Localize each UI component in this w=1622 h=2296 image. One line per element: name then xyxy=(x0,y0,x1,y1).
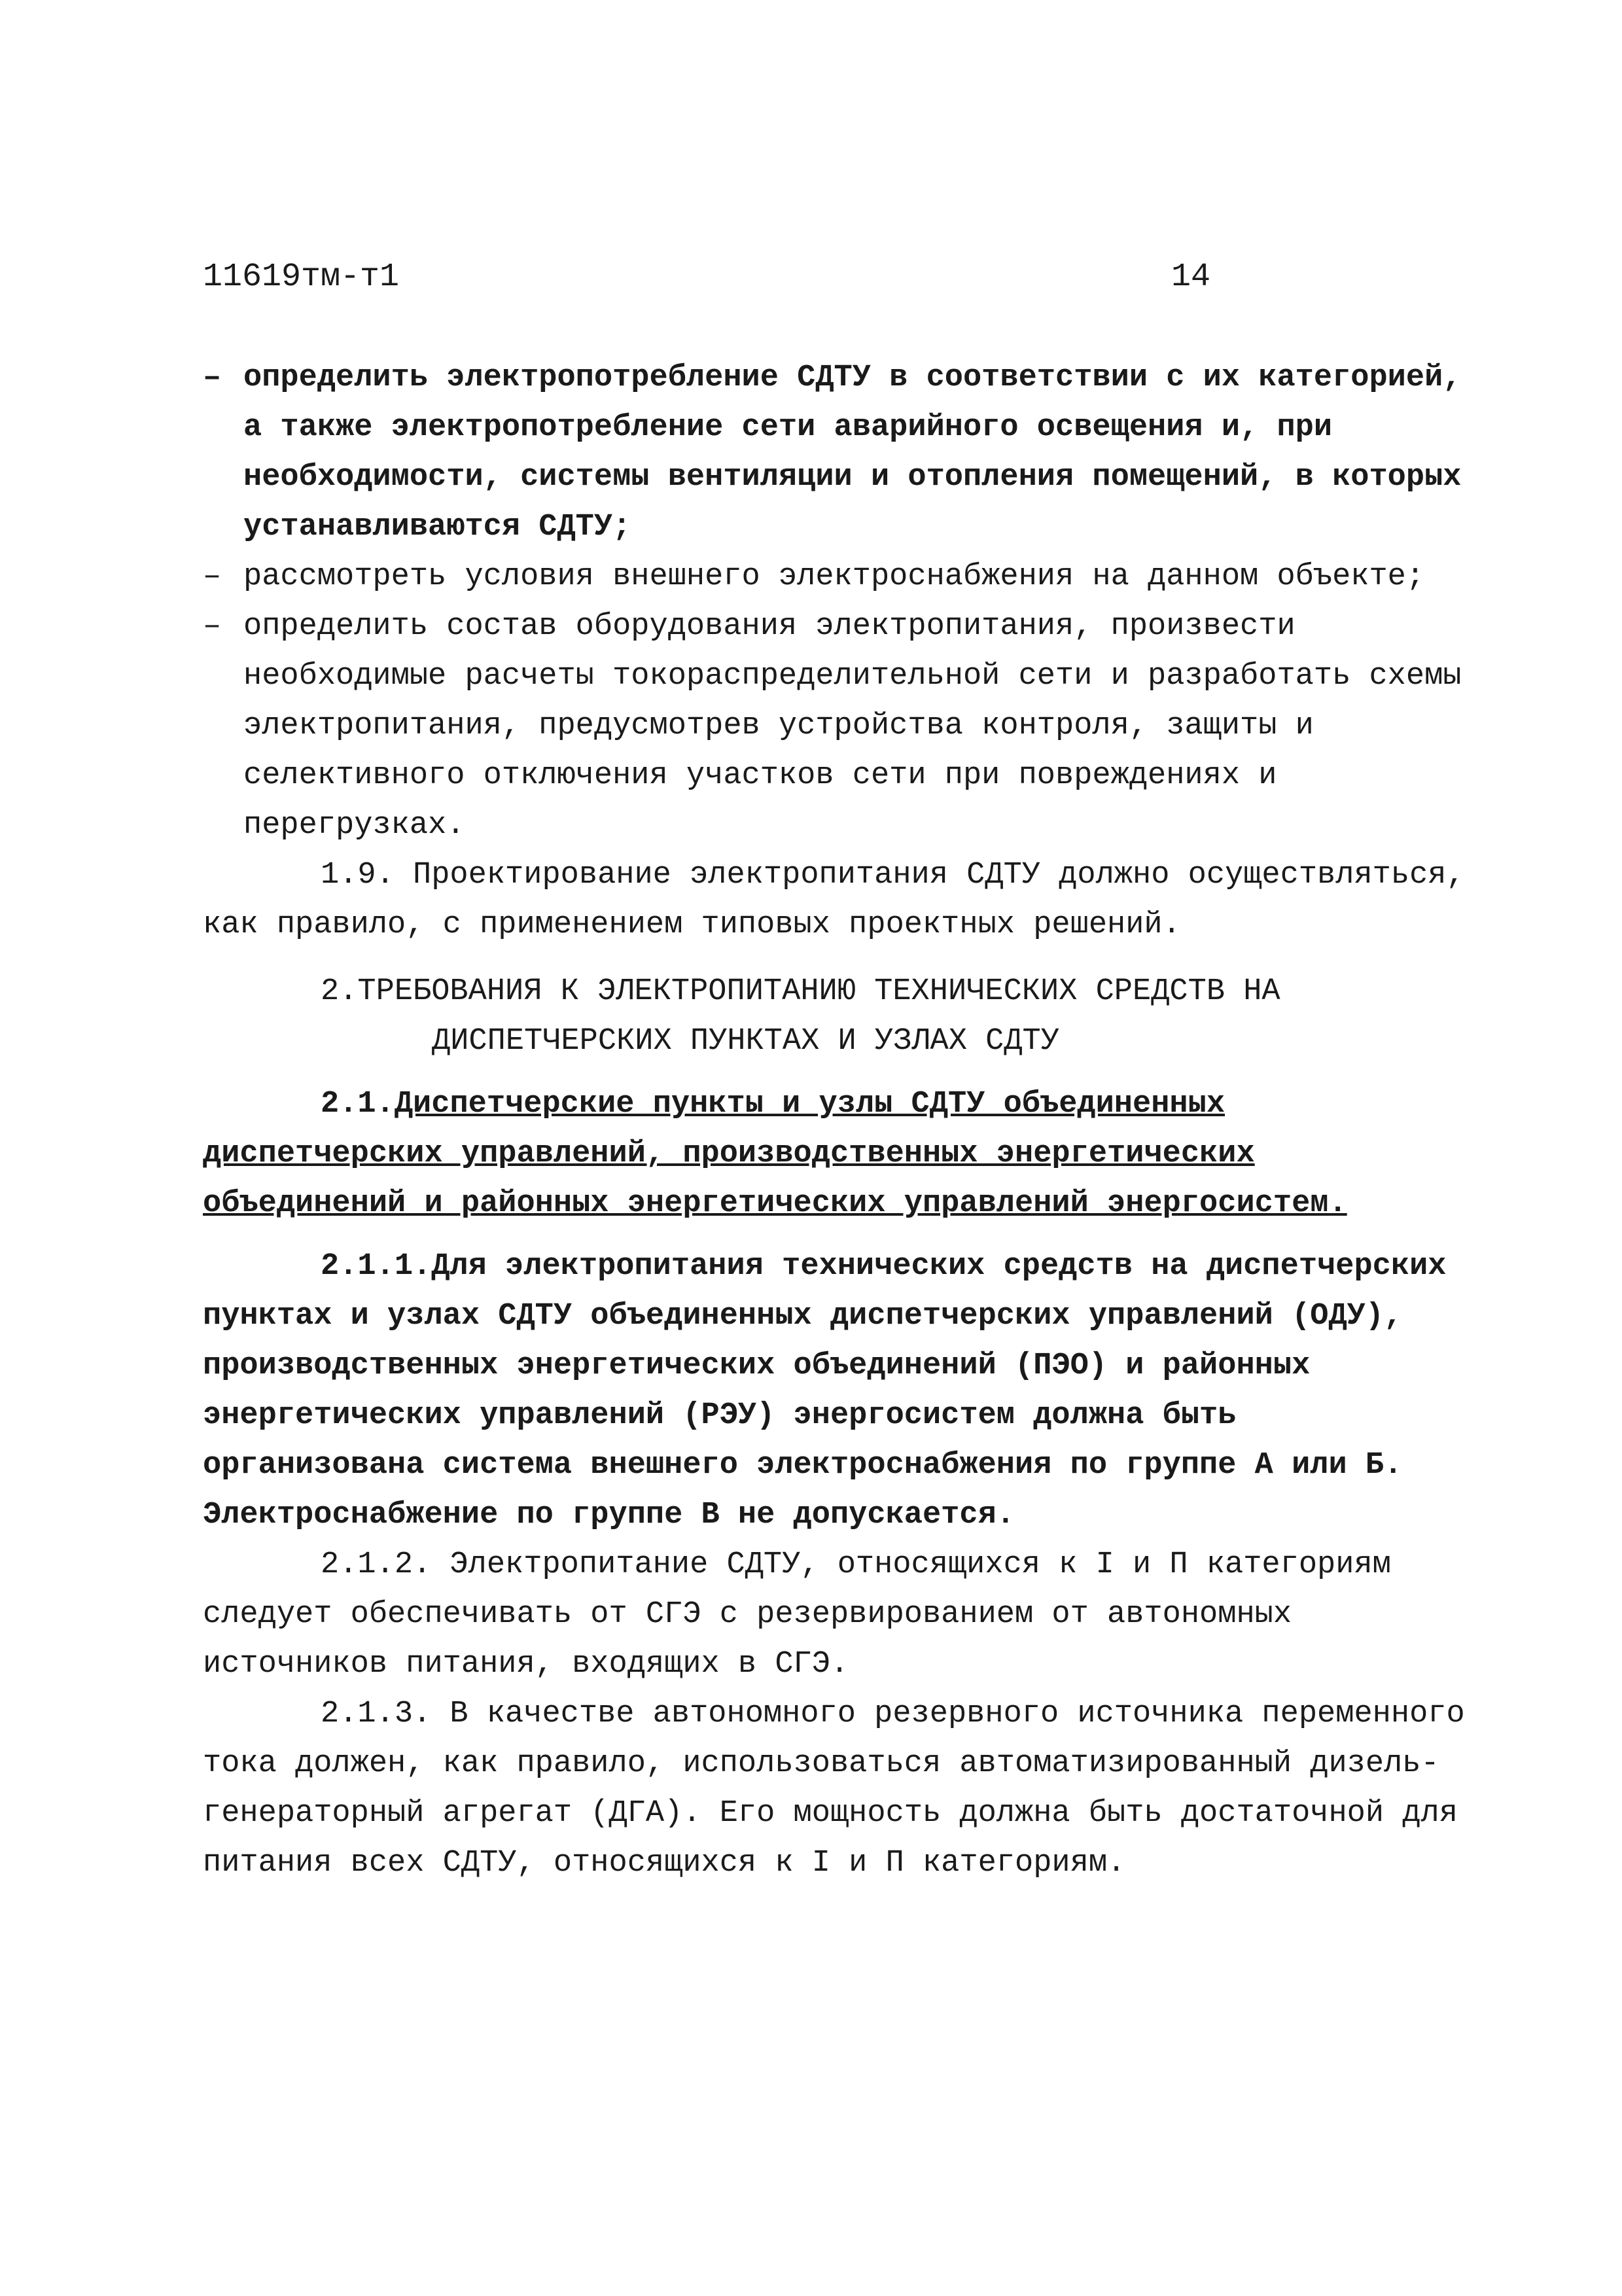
list-item-text: определить электропотребление СДТУ в соответствии с их категорией, а также электропотребление сети аварийного освещения и, при необходимости, системы вентиляции и отопления помещений, в которых устанавливаются СДТУ; xyxy=(243,361,1462,544)
paragraph-1-9: 1.9. Проектирование электропитания СДТУ должно осуществляться, как правило, с применением типовых проектных решений. xyxy=(203,858,1465,942)
paragraph-2-1-3: 2.1.3. В качестве автономного резервного источника переменного тока должен, как правило, использоваться автоматизированный дизель-генераторный агрегат (ДГА). Его мощность должна быть достаточной для питания всех СДТУ, относящихся к I и П категориям. xyxy=(203,1697,1465,1881)
page-header xyxy=(203,258,1210,304)
body-text xyxy=(203,353,1466,1888)
list-dash: – xyxy=(203,361,222,395)
list-item-text: определить состав оборудования электропитания, произвести необходимые расчеты токораспределительной сети и разработать схемы электропитания, предусмотрев устройства контроля, защиты и селективного отключения участков сети при повреждениях и перегрузках. xyxy=(243,609,1462,843)
paragraph-2-1-1: 2.1.1.Для электропитания технических средств на диспетчерских пунктах и узлах СДТУ объединенных диспетчерских управлений (ОДУ), производственных энергетических объединений (ПЭО) и районных энергетических управлений (РЭУ) энергосистем должна быть организована система внешнего электроснабжения по группе А или Б. Электроснабжение по группе В не допускается. xyxy=(203,1249,1447,1532)
list-dash: – xyxy=(203,559,222,594)
page-number: 14 xyxy=(1171,258,1210,296)
list-dash: – xyxy=(203,609,222,644)
subsection-heading xyxy=(203,1080,1466,1229)
list-item-text: рассмотреть условия внешнего электроснабжения на данном объекте; xyxy=(243,559,1425,594)
subsection-number: 2.1. xyxy=(321,1087,395,1122)
paragraph-2-1-2: 2.1.2. Электропитание СДТУ, относящихся к I и П категориям следует обеспечивать от СГЭ с резервированием от автономных источников питания, входящих в СГЭ. xyxy=(203,1547,1391,1682)
section-heading xyxy=(203,967,1466,1067)
list-item xyxy=(203,353,1466,552)
list-item xyxy=(203,552,1466,602)
section-heading-line-2: ДИСПЕТЧЕРСКИХ ПУНКТАХ И УЗЛАХ СДТУ xyxy=(432,1024,1059,1059)
subsection-title: Диспетчерские пункты и узлы СДТУ объединенных диспетчерских управлений, производственных энергетических объединений и районных энергетических управлений энергосистем. xyxy=(203,1087,1347,1221)
document-code: 11619тм-т1 xyxy=(203,258,400,296)
section-heading-line-1: 2.ТРЕБОВАНИЯ К ЭЛЕКТРОПИТАНИЮ ТЕХНИЧЕСКИХ СРЕДСТВ НА xyxy=(321,974,1280,1009)
list-item xyxy=(203,602,1466,851)
